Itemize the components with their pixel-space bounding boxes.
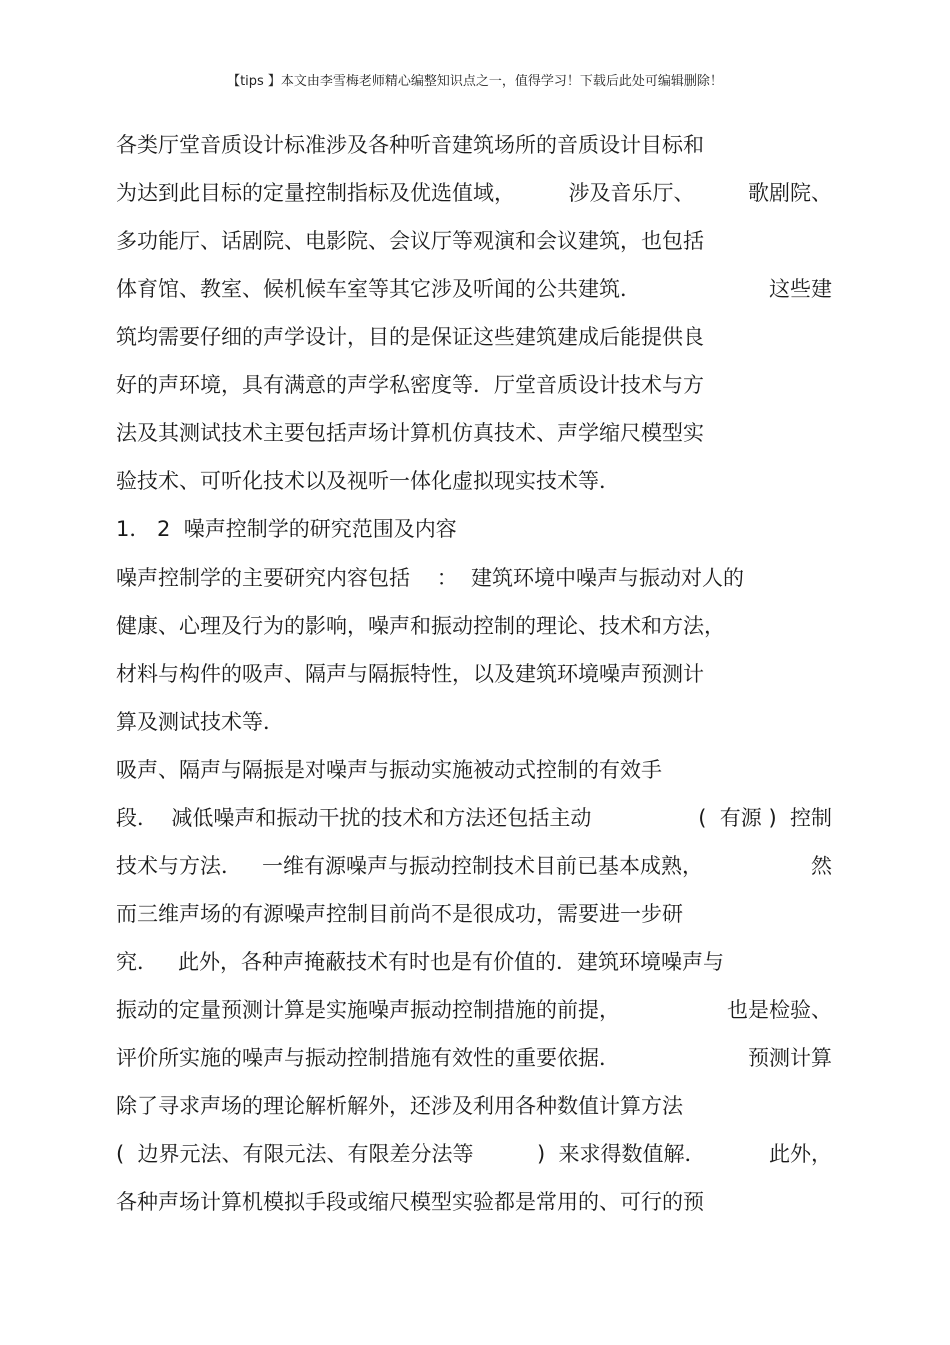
text-line (116, 803, 832, 833)
text-segment: 评价所实施的噪声与振动控制措施有效性的重要依据． (116, 1046, 620, 1070)
text-segment: 体育馆、教室、候机候车室等其它涉及听闻的公共建筑． (116, 277, 641, 301)
text-line (116, 178, 832, 208)
text-line (116, 707, 284, 737)
text-line (116, 851, 832, 881)
text-segment: 此外， (769, 1142, 832, 1166)
text-line (116, 226, 704, 256)
text-segment: 各种声场计算机模拟手段或缩尺模型实验都是常用的、可行的预 (116, 1190, 704, 1214)
text-segment: 噪声控制学的主要研究内容包括 ： 建筑环境中噪声与振动对人的 (116, 566, 745, 590)
text-line (116, 947, 724, 977)
text-line (116, 370, 704, 400)
text-segment: 振动的定量预测计算是实施噪声振动控制措施的前提， (116, 998, 620, 1022)
text-segment: 算及测试技术等． (116, 710, 284, 734)
text-line (116, 1139, 832, 1169)
text-segment: 材料与构件的吸声、隔声与隔振特性，以及建筑环境噪声预测计 (116, 662, 704, 686)
text-line (116, 755, 662, 785)
text-segment: 筑均需要仔细的声学设计，目的是保证这些建筑建成后能提供良 (116, 325, 704, 349)
text-segment: 这些建 (769, 277, 832, 301)
text-segment: 法及其测试技术主要包括声场计算机仿真技术、声学缩尺模型实 (116, 421, 704, 445)
text-line (116, 1091, 683, 1121)
text-segment: 多功能厅、话剧院、电影院、会议厅等观演和会议建筑，也包括 (116, 229, 704, 253)
text-line (116, 1043, 832, 1073)
text-segment: 技术与方法． 一维有源噪声与振动控制技术目前已基本成熟， (116, 854, 704, 878)
text-segment: 1． 2 噪声控制学的研究范围及内容 (116, 517, 457, 541)
text-segment: ) 来求得数值解． (537, 1142, 706, 1166)
text-segment: 段． 减低噪声和振动干扰的技术和方法还包括主动 (116, 806, 592, 830)
text-line (116, 611, 725, 641)
text-segment: 涉及音乐厅、 (568, 181, 695, 205)
text-line (116, 899, 683, 929)
text-segment: 歌剧院、 (748, 181, 832, 205)
text-line (116, 514, 457, 544)
text-segment: 而三维声场的有源噪声控制目前尚不是很成功，需要进一步研 (116, 902, 683, 926)
text-line (116, 130, 704, 160)
text-segment: ( 边界元法、有限元法、有限差分法等 (116, 1142, 474, 1166)
text-segment: 然 (811, 854, 832, 878)
text-segment: 吸声、隔声与隔振是对噪声与振动实施被动式控制的有效手 (116, 758, 662, 782)
text-line (116, 274, 832, 304)
text-segment: 也是检验、 (727, 998, 832, 1022)
text-segment: 究． 此外，各种声掩蔽技术有时也是有价值的．建筑环境噪声与 (116, 950, 725, 974)
text-line (116, 995, 832, 1025)
text-segment: 为达到此目标的定量控制指标及优选值域， (116, 181, 515, 205)
text-line (116, 322, 704, 352)
text-segment: 各类厅堂音质设计标准涉及各种听音建筑场所的音质设计目标和 (116, 133, 704, 157)
text-line (116, 1187, 704, 1217)
text-segment: 预测计算 (748, 1046, 832, 1070)
text-line (116, 563, 744, 593)
header-tips: 【tips 】本文由李雪梅老师精心编整知识点之一，值得学习！下载后此处可编辑删除！ (227, 74, 723, 89)
text-segment: 验技术、可听化技术以及视听一体化虚拟现实技术等． (116, 469, 620, 493)
text-segment: 好的声环境，具有满意的声学私密度等．厅堂音质设计技术与方 (116, 373, 704, 397)
text-segment: 健康、心理及行为的影响，噪声和振动控制的理论、技术和方法， (116, 614, 725, 638)
text-line (116, 466, 620, 496)
text-line (116, 418, 704, 448)
text-segment: ( 有源 ) 控制 (698, 806, 832, 830)
text-segment: 除了寻求声场的理论解析解外，还涉及利用各种数值计算方法 (116, 1094, 683, 1118)
text-line (116, 659, 704, 689)
